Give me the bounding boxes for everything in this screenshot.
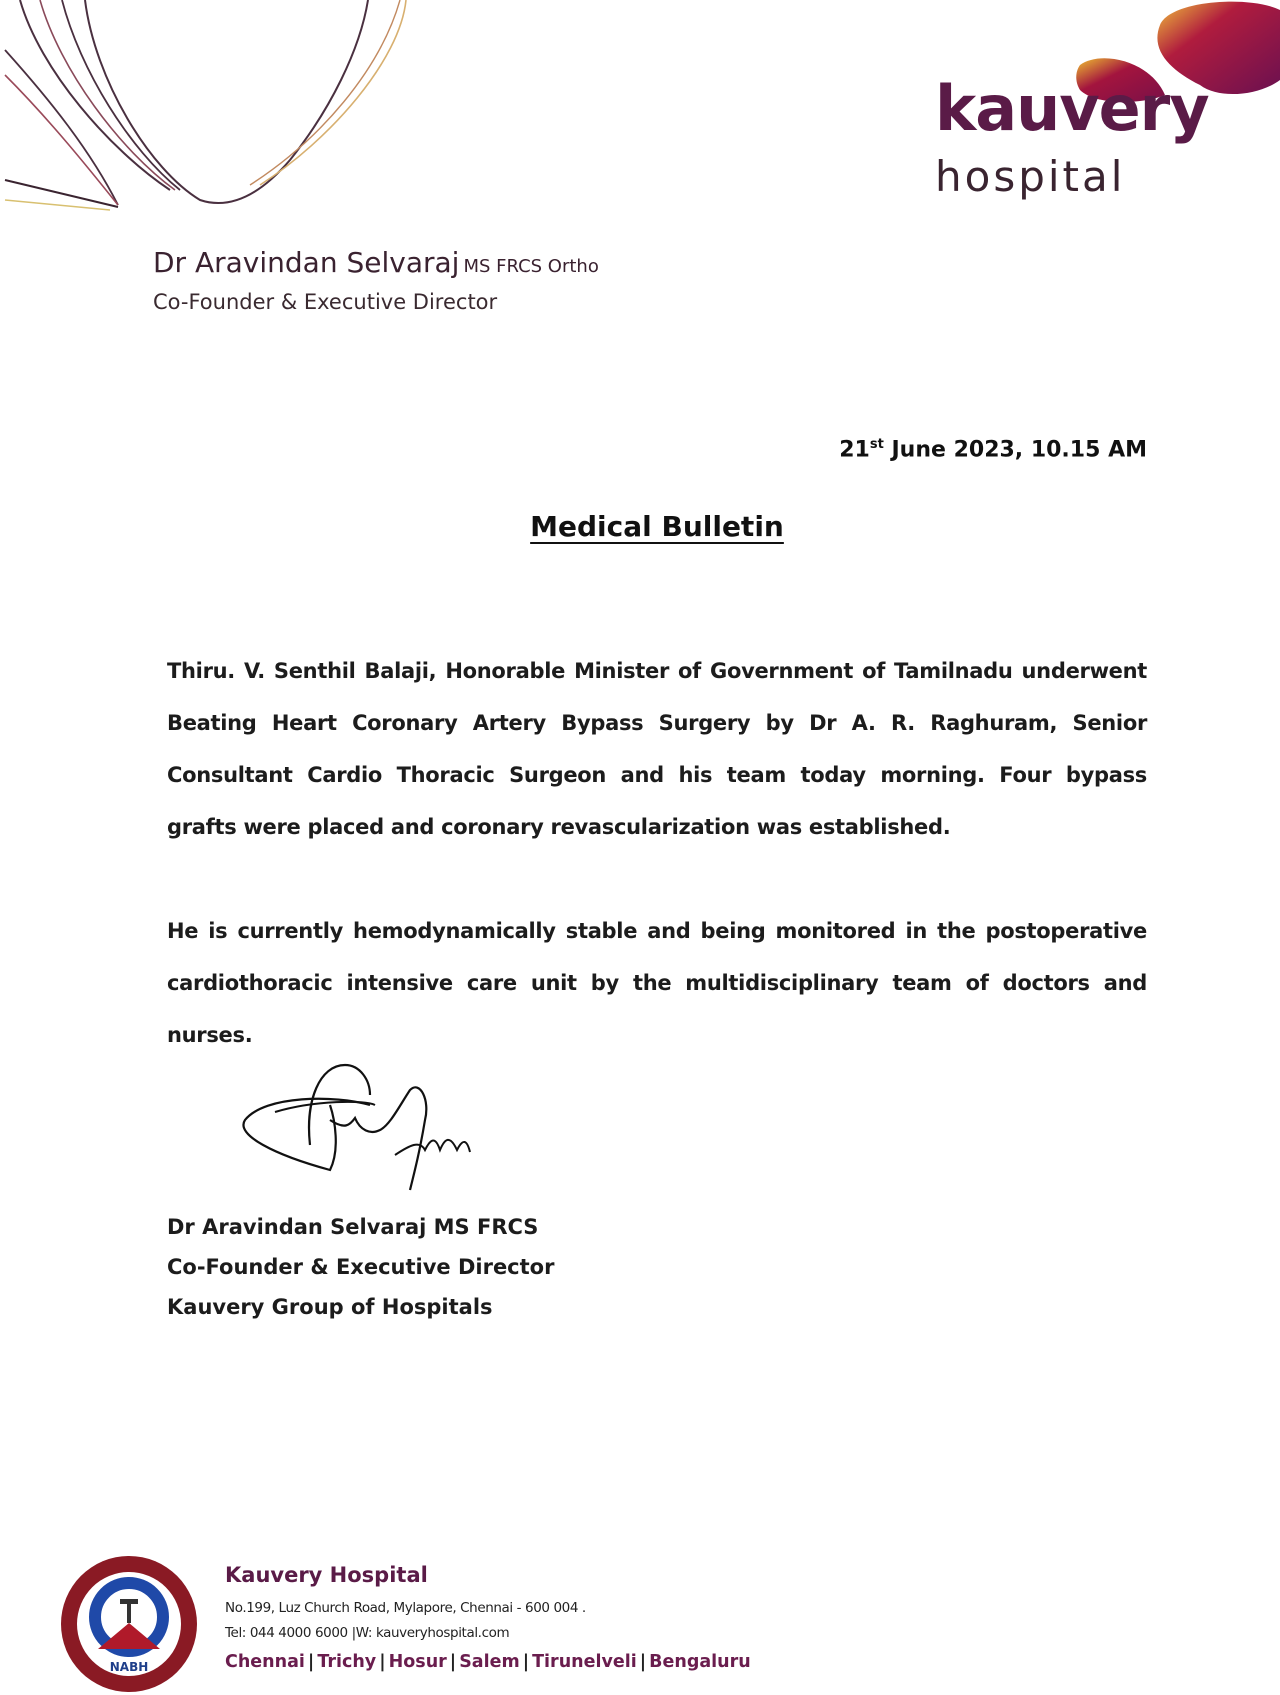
footer-city: Chennai	[225, 1652, 305, 1672]
city-separator: |	[639, 1652, 647, 1672]
date-day: 21	[839, 437, 870, 463]
footer-contact: Tel: 044 4000 6000 |W: kauveryhospital.com	[225, 1625, 510, 1641]
brand-subtitle: hospital	[935, 152, 1126, 201]
letterhead-name-text: Dr Aravindan Selvaraj	[153, 246, 460, 279]
signature-icon	[235, 1060, 495, 1205]
city-separator: |	[522, 1652, 530, 1672]
footer-city: Salem	[459, 1652, 520, 1672]
brand-name: kauvery	[935, 72, 1209, 145]
city-separator: |	[307, 1652, 315, 1672]
signatory-organization: Kauvery Group of Hospitals	[167, 1295, 493, 1319]
footer-city: Hosur	[388, 1652, 447, 1672]
footer-city: Bengaluru	[649, 1652, 751, 1672]
bulletin-date	[839, 437, 1147, 462]
bulletin-paragraph: Thiru. V. Senthil Balaji, Honorable Minister of Government of Tamilnadu underwent Beating Heart Coronary Artery Bypass Surgery by Dr A. R. Raghuram, Senior Consultant Cardio Thoracic Surgeon and his team today morning. Four bypass grafts were placed and coronary revascularization was established.	[167, 659, 1147, 839]
footer-city: Tirunelveli	[532, 1652, 637, 1672]
footer-city: Trichy	[317, 1652, 377, 1672]
footer-address: No.199, Luz Church Road, Mylapore, Chennai - 600 004 .	[225, 1600, 586, 1616]
footer-hospital-name: Kauvery Hospital	[225, 1563, 428, 1587]
decorative-swirl	[0, 0, 460, 215]
date-rest: June 2023, 10.15 AM	[891, 437, 1147, 463]
nabh-seal-label: NABH	[109, 1660, 149, 1674]
letterhead-role: Co-Founder & Executive Director	[153, 290, 498, 314]
date-suffix: st	[869, 437, 884, 452]
signatory-name: Dr Aravindan Selvaraj MS FRCS	[167, 1215, 539, 1239]
page-title: Medical Bulletin	[530, 510, 784, 543]
city-separator: |	[379, 1652, 386, 1672]
signatory-role: Co-Founder & Executive Director	[167, 1255, 555, 1279]
nabh-seal-icon	[58, 1553, 200, 1695]
city-separator: |	[449, 1652, 457, 1672]
letterhead-name	[153, 246, 599, 279]
footer-cities	[225, 1652, 751, 1672]
letterhead-credentials: MS FRCS Ortho	[463, 256, 599, 277]
bulletin-paragraph: He is currently hemodynamically stable and being monitored in the postoperative cardiothoracic intensive care unit by the multidisciplinary team of doctors and nurses.	[167, 919, 1147, 1047]
